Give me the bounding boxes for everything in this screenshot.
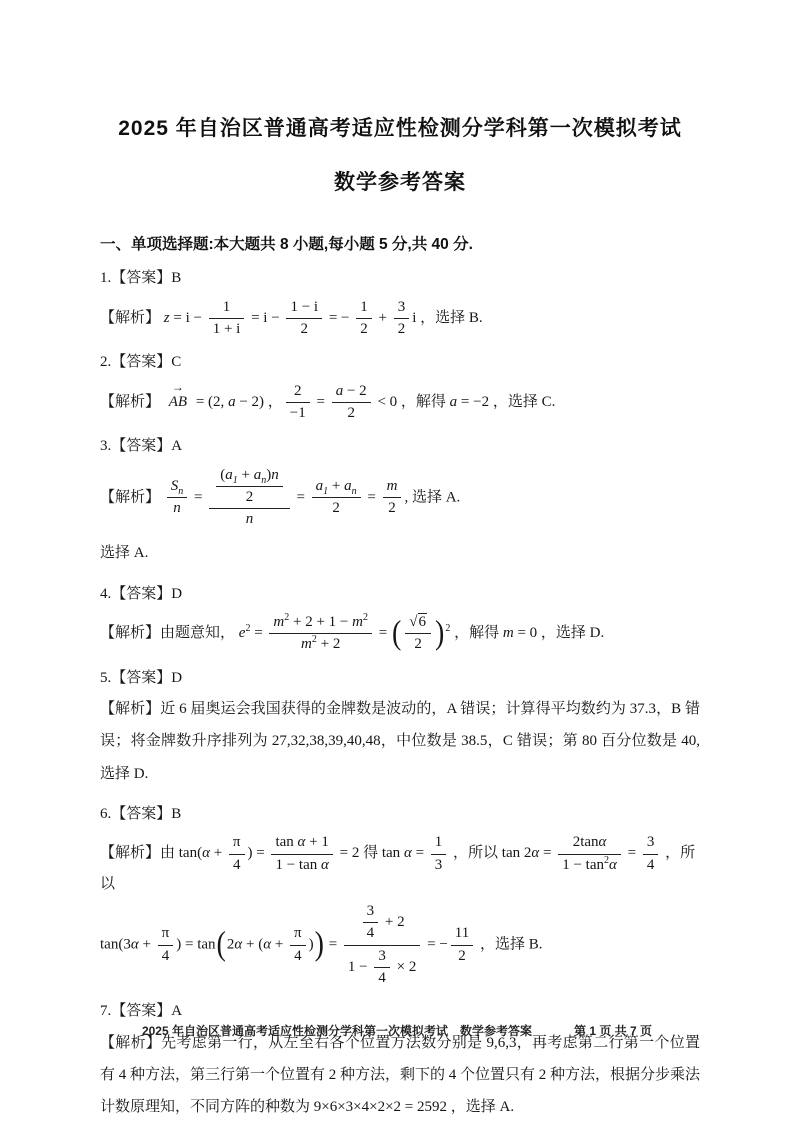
answer-item-3 — [100, 435, 700, 570]
math-text: 4 — [366, 925, 375, 942]
math-variable: α — [531, 845, 540, 862]
math-text: = — [374, 625, 391, 642]
fraction — [269, 614, 372, 654]
math-variable: a — [335, 382, 344, 399]
math-text: 【解析】由 tan( — [100, 845, 203, 862]
math-text: ，解得 — [450, 625, 503, 642]
math-text: + 2 + 1 − — [289, 614, 353, 630]
section-heading: 一、单项选择题:本大题共 8 小题,每小题 5 分,共 40 分. — [100, 236, 473, 253]
math-text: tan(3 — [100, 936, 131, 953]
subscript: 1 — [323, 485, 329, 497]
subscript: 1 — [232, 474, 238, 486]
denominator — [269, 633, 372, 653]
math-text: 2 — [388, 499, 396, 516]
math-text: 1 − i — [290, 298, 319, 315]
math-text: 2 — [414, 636, 422, 653]
fraction — [451, 925, 473, 965]
math-text: + 2 — [316, 636, 341, 653]
math-text: 1 — [434, 834, 443, 851]
subscript: n — [351, 485, 357, 497]
fraction — [158, 925, 174, 965]
denominator — [271, 854, 332, 874]
math-text: 4 — [294, 947, 302, 964]
math-text: ，所以 — [100, 845, 696, 892]
math-text: 4 — [646, 856, 655, 873]
numerator — [405, 614, 431, 633]
math-text: 2 — [397, 320, 406, 337]
numerator — [374, 948, 390, 967]
fraction — [356, 299, 372, 339]
vector — [167, 379, 189, 412]
math-text: = — [539, 845, 556, 862]
vector-arrow-icon: → — [171, 379, 184, 394]
denominator — [216, 486, 282, 506]
denominator — [312, 497, 361, 517]
math-variable: α — [202, 845, 210, 862]
answer-item-4 — [100, 583, 700, 654]
math-text: 1 + i — [212, 320, 241, 337]
math-text: π — [294, 925, 302, 942]
numerator — [209, 299, 245, 318]
denominator — [431, 854, 447, 874]
fraction — [209, 467, 289, 529]
math-text: = − — [325, 309, 354, 326]
math-text: 2 — [360, 320, 368, 337]
math-variable: m — [352, 614, 363, 630]
superscript: 2 — [245, 623, 251, 635]
answer-item-2 — [100, 351, 700, 422]
fraction — [558, 834, 621, 874]
denominator — [332, 402, 371, 422]
denominator — [344, 945, 420, 988]
numerator — [643, 834, 659, 853]
fraction — [209, 299, 245, 339]
math-variable: α — [321, 856, 329, 873]
math-variable: a — [228, 393, 236, 410]
math-text: 【解析】 — [100, 309, 164, 326]
vector-label: AB — [168, 393, 188, 410]
math-variable: a — [225, 466, 233, 483]
denominator — [363, 922, 379, 942]
math-text: + — [209, 845, 226, 862]
numerator — [158, 925, 174, 944]
superscript: 2 — [362, 612, 368, 623]
math-text: π — [232, 834, 241, 851]
math-text: = — [292, 488, 309, 505]
footer-page-number: 第 1 页 共 7 页 — [574, 1024, 653, 1038]
answer-item-6 — [100, 803, 700, 987]
math-text: + 2 — [381, 914, 405, 931]
math-text: 1 − — [347, 958, 372, 975]
math-text: + — [237, 466, 254, 483]
denominator — [643, 854, 659, 874]
math-variable: a — [344, 477, 352, 494]
denominator — [286, 318, 322, 338]
math-variable: α — [609, 856, 617, 873]
math-text: = — [363, 488, 380, 505]
numerator — [167, 478, 188, 497]
numerator — [286, 299, 322, 318]
denominator — [394, 318, 410, 338]
numerator — [332, 383, 371, 402]
math-text: , 选择 A. — [404, 488, 461, 505]
math-text: 3 — [397, 298, 406, 315]
big-paren: ) — [314, 925, 324, 964]
math-text: 11 — [454, 925, 470, 942]
analysis-line — [100, 903, 700, 987]
analysis-line — [100, 299, 700, 339]
math-text: tan — [275, 834, 298, 851]
fraction — [332, 383, 371, 423]
math-text: ，所以 tan 2 — [449, 845, 532, 862]
denominator — [209, 318, 245, 338]
numerator — [394, 299, 410, 318]
math-text: 3 — [646, 834, 655, 851]
math-text: = — [190, 488, 207, 505]
math-text: 1 — [360, 298, 368, 315]
denominator — [229, 854, 245, 874]
math-text: = 0 ，选择 D. — [513, 625, 605, 642]
document-title-line2: 数学参考答案 — [334, 171, 466, 194]
math-text: ，选择 B. — [476, 936, 543, 953]
big-paren: ( — [216, 925, 226, 964]
math-text: 3 — [366, 903, 375, 919]
math-text: 2 — [458, 947, 466, 964]
fraction — [271, 834, 332, 874]
math-text: + — [374, 309, 391, 326]
math-text: = (2, — [192, 393, 229, 410]
math-text: 2tan — [572, 834, 599, 851]
math-text: ) = tan — [176, 936, 216, 953]
math-variable: α — [263, 936, 272, 953]
math-text: 3 — [378, 947, 386, 964]
math-text: i ，选择 B. — [412, 309, 483, 326]
numerator — [229, 834, 245, 853]
math-text: + — [271, 936, 288, 953]
answer-label: 1.【答案】B — [100, 270, 182, 286]
math-text: − 2 — [343, 382, 367, 399]
math-text: 2 — [332, 499, 340, 516]
answer-label: 6.【答案】B — [100, 805, 182, 822]
radicand: 6 — [418, 614, 427, 630]
math-variable: m — [273, 614, 285, 630]
numerator — [451, 925, 473, 944]
numerator — [216, 467, 282, 486]
numerator — [286, 383, 310, 402]
radical-icon: √ — [409, 614, 418, 630]
math-text: = i − — [247, 309, 284, 326]
analysis-line — [100, 467, 700, 529]
math-text: 1 — [222, 298, 231, 315]
fraction — [383, 478, 402, 518]
denominator — [558, 854, 621, 874]
fraction — [312, 478, 361, 518]
fraction — [374, 948, 390, 988]
superscript: 2 — [311, 634, 317, 646]
math-variable: α — [598, 834, 607, 851]
fraction — [290, 925, 306, 965]
numerator — [271, 834, 332, 853]
fraction — [216, 467, 282, 507]
numerator — [209, 467, 289, 509]
math-text: = − — [423, 936, 448, 953]
math-text: 1 − tan — [562, 856, 604, 873]
superscript: 2 — [445, 623, 451, 635]
numerator — [363, 903, 379, 922]
answer-item-7 — [100, 1000, 700, 1123]
math-text: = — [312, 393, 329, 410]
document-title-line1: 2025 年自治区普通高考适应性检测分学科第一次模拟考试 — [118, 117, 682, 140]
math-variable: S — [170, 477, 179, 494]
denominator — [451, 945, 473, 965]
math-text: = 2 得 tan — [335, 845, 404, 862]
denominator — [158, 945, 174, 965]
math-variable: α — [403, 845, 412, 862]
superscript: 2 — [604, 854, 609, 866]
math-text: = — [623, 845, 640, 862]
analysis-line: 选择 A. — [100, 545, 149, 562]
math-text: 2 — [226, 936, 235, 953]
numerator — [356, 299, 372, 318]
math-variable: α — [297, 834, 306, 851]
math-variable: n — [271, 466, 279, 483]
answer-label: 4.【答案】D — [100, 585, 183, 602]
math-text: ( — [220, 466, 226, 483]
analysis-line: 【解析】先考虑第一行，从左至右各个位置方法数分别是 9,6,3，再考虑第二行第一个位置有 4 种方法，第三行第一个位置有 2 种方法，剩下的 4 个位置只有 2 种方法，根据分步乘法计数原理知，不同方阵的种数为 9×6×3×4×2×2 = 2592 ，选择 A. — [100, 1034, 701, 1115]
footer-document-title: 2025 年自治区普通高考适应性检测分学科第一次模拟考试 数学参考答案 — [141, 1024, 532, 1038]
denominator — [356, 318, 372, 338]
denominator — [290, 945, 306, 965]
denominator — [167, 497, 188, 517]
math-text: ) — [266, 466, 272, 483]
math-variable: m — [386, 477, 398, 494]
math-text: 4 — [378, 969, 386, 986]
math-text: = i − — [169, 309, 206, 326]
math-text: − 2) ， — [235, 393, 283, 410]
math-variable: n — [245, 511, 254, 527]
math-text: = — [250, 625, 267, 642]
numerator — [290, 925, 306, 944]
answer-label: 5.【答案】D — [100, 669, 183, 686]
numerator — [558, 834, 621, 853]
subscript: n — [178, 485, 184, 497]
big-paren: ( — [391, 614, 402, 652]
superscript: 2 — [284, 612, 290, 623]
math-text: 2 — [294, 382, 302, 399]
math-text: + ( — [242, 936, 264, 953]
math-text: 2 — [347, 404, 355, 421]
math-text: 【解析】由题意知， — [100, 625, 239, 642]
denominator — [405, 633, 431, 653]
math-text: ) = — [247, 845, 269, 862]
math-text: + 1 — [305, 834, 329, 851]
math-variable: m — [502, 625, 514, 642]
subscript: n — [261, 474, 267, 486]
denominator — [383, 497, 402, 517]
math-variable: e — [238, 625, 246, 642]
math-text: ) — [308, 936, 314, 953]
fraction — [286, 383, 310, 423]
math-variable: α — [234, 936, 243, 953]
math-text: 4 — [161, 947, 170, 964]
math-variable: m — [301, 636, 312, 653]
fraction — [229, 834, 245, 874]
math-text: 2 — [245, 488, 254, 505]
fraction — [431, 834, 447, 874]
math-text: = — [324, 936, 341, 953]
math-text: < 0 ，解得 — [373, 393, 450, 410]
page-footer — [0, 1022, 794, 1039]
math-text: π — [161, 925, 170, 942]
math-text: + — [138, 936, 155, 953]
math-text: + — [328, 477, 345, 494]
answer-label: 7.【答案】A — [100, 1003, 183, 1019]
answer-item-1 — [100, 267, 700, 338]
math-text: −1 — [289, 404, 306, 421]
math-text: 【解析】 — [100, 488, 164, 505]
numerator — [344, 903, 420, 945]
math-text: = −2 ，选择 C. — [457, 393, 556, 410]
denominator — [209, 508, 289, 528]
math-text: 1 − tan — [275, 856, 322, 873]
denominator — [374, 967, 390, 987]
numerator — [312, 478, 361, 497]
math-text: 2 — [300, 320, 308, 337]
analysis-line: 【解析】近 6 届奥运会我国获得的金牌数是波动的，A 错误；计算得平均数约为 37.3，B 错误；将金牌数升序排列为 27,32,38,39,40,48，中位数是 38.5，C 错误；第 80 百分位数是 40,选择 D. — [100, 701, 700, 782]
fraction — [344, 903, 420, 987]
math-text: 3 — [434, 856, 443, 873]
fraction — [167, 478, 188, 518]
fraction — [643, 834, 659, 874]
fraction — [363, 903, 379, 943]
math-text: × 2 — [392, 958, 417, 975]
numerator — [383, 478, 402, 497]
math-text: = — [411, 845, 428, 862]
numerator — [269, 614, 372, 633]
fraction — [286, 299, 322, 339]
denominator — [286, 402, 310, 422]
math-variable: α — [130, 936, 139, 953]
answer-label: 3.【答案】A — [100, 438, 183, 454]
fraction — [394, 299, 410, 339]
math-variable: a — [315, 477, 324, 494]
math-variable: a — [449, 393, 458, 410]
math-variable: z — [163, 309, 170, 326]
math-text: 4 — [232, 856, 241, 873]
answer-label: 2.【答案】C — [100, 354, 182, 370]
square-root — [409, 613, 427, 630]
big-paren: ) — [435, 614, 445, 652]
math-variable: n — [173, 499, 181, 516]
analysis-line — [100, 614, 700, 654]
answer-item-5 — [100, 667, 700, 790]
analysis-line — [100, 379, 700, 423]
fraction — [405, 614, 431, 654]
math-text: 【解析】 — [100, 393, 164, 410]
analysis-line — [100, 834, 700, 894]
numerator — [431, 834, 447, 853]
math-variable: a — [253, 466, 262, 483]
